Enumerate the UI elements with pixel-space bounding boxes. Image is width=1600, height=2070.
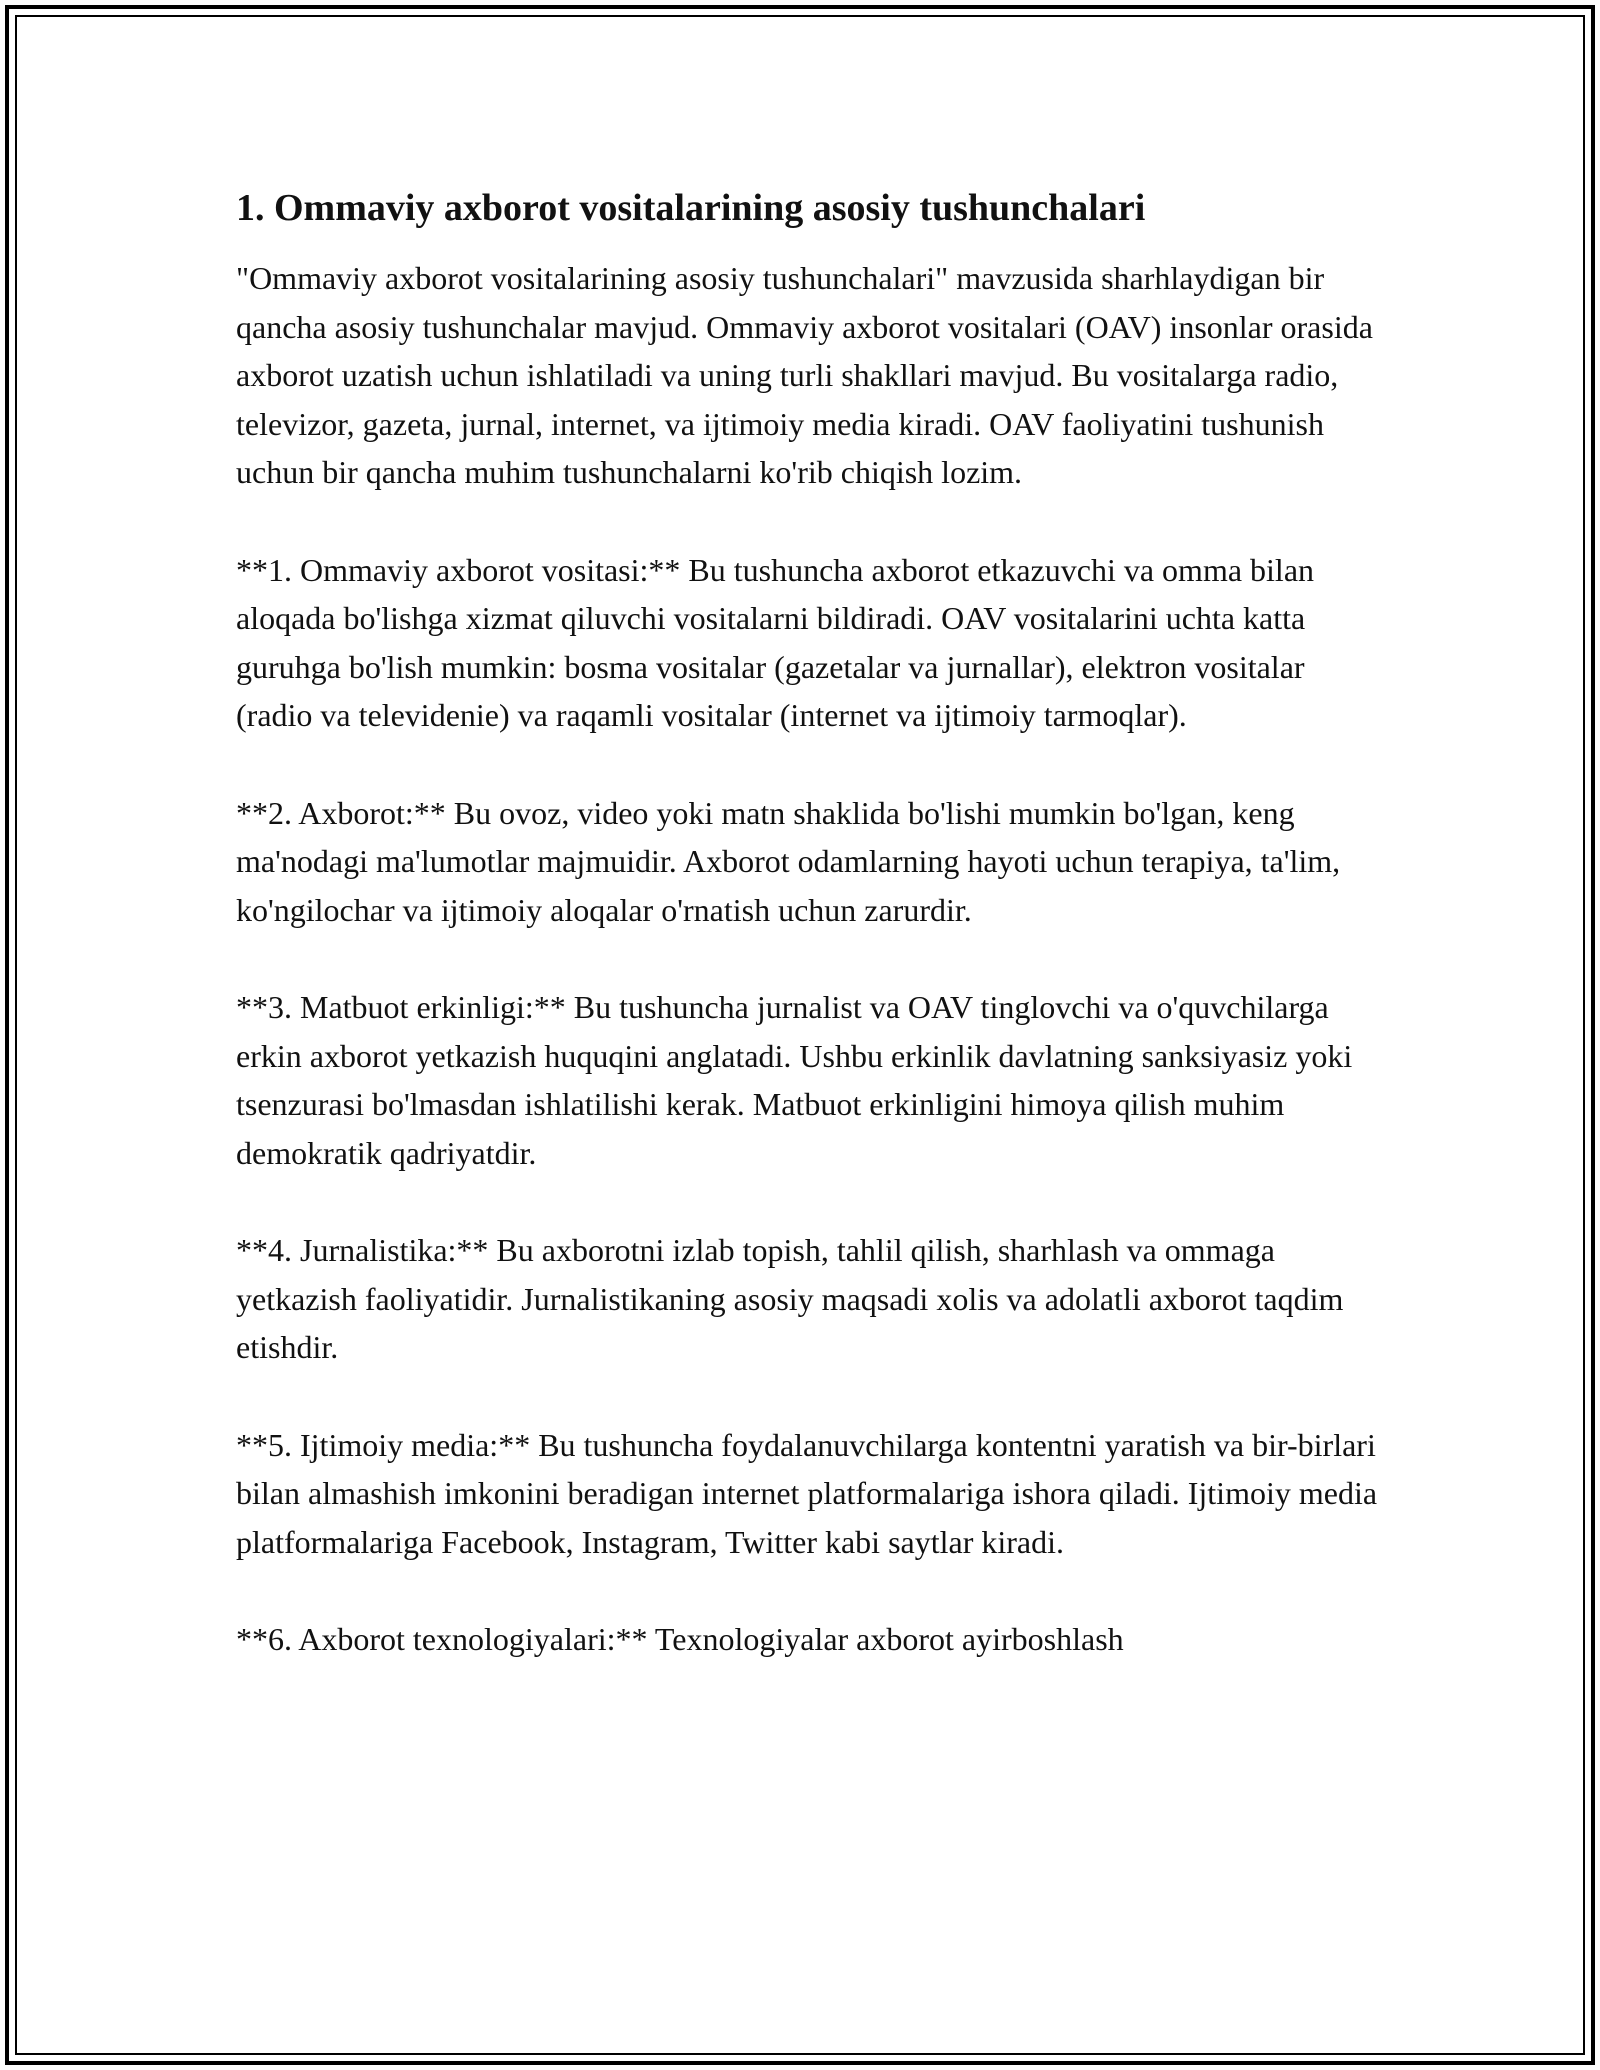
document-title: 1. Ommaviy axborot vositalarining asosiy tushunchalari [236, 187, 1146, 229]
concept-paragraph-2: **2. Axborot:** Bu ovoz, video yoki matn shaklida bo'lishi mumkin bo'lgan, keng ma'nodagi ma'lumotlar majmuidir. Axborot odamlarning hayoti uchun terapiya, ta'lim, ko'ngilochar va ijtimoiy aloqalar o'rnatish uchun zarurdir. [236, 794, 1341, 928]
concept-paragraph-3: **3. Matbuot erkinligi:** Bu tushuncha jurnalist va OAV tinglovchi va o'quvchilarga erkin axborot yetkazish huquqini anglatadi. Ushbu erkinlik davlatning sanksiyasiz yoki tsenzurasi bo'lmasdan ishlatilishi kerak. Matbuot erkinligini himoya qilish muhim demokratik qadriyatdir. [236, 989, 1353, 1171]
concept-paragraph-6: **6. Axborot texnologiyalari:** Texnologiyalar axborot ayirboshlash [236, 1621, 1124, 1657]
concept-paragraph-4: **4. Jurnalistika:** Bu axborotni izlab topish, tahlil qilish, sharhlash va ommaga yetkazish faoliyatidir. Jurnalistikaning asosiy maqsadi xolis va adolatli axborot taqdim etishdir. [236, 1232, 1344, 1365]
document-body [236, 184, 1386, 1664]
intro-paragraph: "Ommaviy axborot vositalarining asosiy tushunchalari" mavzusida sharhlaydigan bir qancha asosiy tushunchalar mavjud. Ommaviy axborot vositalari (OAV) insonlar orasida axborot uzatish uchun ishlatiladi va uning turli shakllari mavjud. Bu vositalarga radio, televizor, gazeta, jurnal, internet, va ijtimoiy media kiradi. OAV faoliyatini tushunish uchun bir qancha muhim tushunchalarni ko'rib chiqish lozim. [236, 260, 1373, 490]
concept-paragraph-5: **5. Ijtimoiy media:** Bu tushuncha foydalanuvchilarga kontentni yaratish va bir-birlari bilan almashish imkonini beradigan internet platformalariga ishora qiladi. Ijtimoiy media platformalariga Facebook, Instagram, Twitter kabi saytlar kiradi. [236, 1426, 1378, 1560]
concept-paragraph-1: **1. Ommaviy axborot vositasi:** Bu tushuncha axborot etkazuvchi va omma bilan aloqada bo'lishga xizmat qiluvchi vositalarni bildiradi. OAV vositalarini uchta katta guruhga bo'lish mumkin: bosma vositalar (gazetalar va jurnallar), elektron vositalar (radio va televidenie) va raqamli vositalar (internet va ijtimoiy tarmoqlar). [236, 551, 1315, 733]
